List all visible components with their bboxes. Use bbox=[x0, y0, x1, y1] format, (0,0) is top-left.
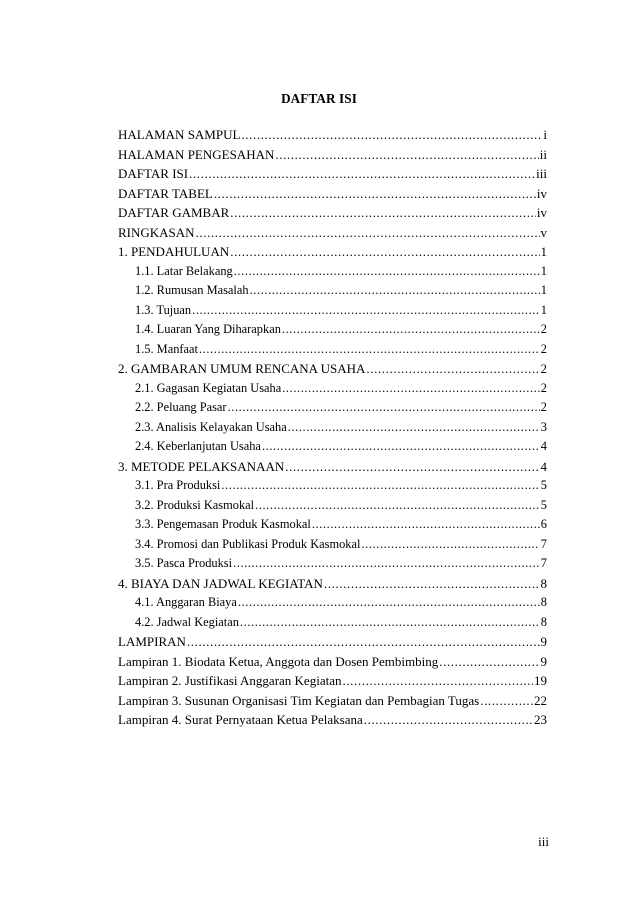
toc-entry-page: 7 bbox=[540, 556, 547, 570]
toc-dot-leader bbox=[238, 593, 540, 613]
toc-entry-page: 7 bbox=[540, 536, 547, 551]
toc-entry-label: DAFTAR ISI bbox=[118, 166, 189, 181]
toc-dot-leader bbox=[228, 398, 540, 418]
toc-entry-page: 9 bbox=[540, 634, 547, 649]
toc-dot-leader bbox=[480, 691, 533, 711]
toc-entry[interactable] bbox=[118, 652, 547, 672]
toc-entry[interactable] bbox=[118, 398, 547, 418]
toc-entry[interactable] bbox=[118, 613, 547, 633]
page-number: iii bbox=[538, 834, 549, 849]
toc-entry-page: iv bbox=[536, 205, 547, 220]
toc-entry-page: ii bbox=[539, 146, 547, 162]
toc-entry-page: 2 bbox=[540, 380, 547, 395]
toc-dot-leader bbox=[199, 340, 540, 360]
toc-entry[interactable] bbox=[118, 281, 547, 301]
toc-entry-page: 19 bbox=[534, 673, 547, 688]
toc-entry-label: 2.4. Keberlanjutan Usaha bbox=[135, 439, 261, 453]
toc-entry[interactable] bbox=[118, 340, 547, 360]
toc-entry[interactable] bbox=[118, 476, 547, 496]
toc-entry-label: 1.2. Rumusan Masalah bbox=[135, 283, 249, 297]
toc-dot-leader bbox=[189, 164, 535, 184]
toc-dot-leader bbox=[285, 457, 539, 477]
toc-entry-page: 8 bbox=[540, 595, 547, 609]
toc-dot-leader bbox=[192, 301, 540, 321]
toc-dot-leader bbox=[230, 203, 536, 223]
toc-entry-page: v bbox=[540, 224, 547, 240]
toc-entry[interactable] bbox=[118, 593, 547, 613]
toc-entry[interactable] bbox=[118, 262, 547, 282]
toc-entry-page: 22 bbox=[534, 692, 547, 708]
toc-entry[interactable] bbox=[118, 164, 547, 184]
toc-dot-leader bbox=[364, 710, 533, 730]
toc-entry-page: 4 bbox=[540, 439, 547, 453]
toc-entry-page: 8 bbox=[540, 614, 547, 629]
toc-entry-label: 4.1. Anggaran Biaya bbox=[135, 595, 237, 609]
toc-dot-leader bbox=[282, 379, 540, 399]
toc-entry-label: 1.5. Manfaat bbox=[135, 341, 198, 356]
toc-entry-page: 9 bbox=[540, 653, 547, 669]
toc-entry-page: 1 bbox=[540, 283, 547, 297]
toc-entry[interactable] bbox=[118, 125, 547, 145]
toc-entry[interactable] bbox=[118, 554, 547, 574]
toc-entry-page: 2 bbox=[540, 341, 547, 356]
toc-entry[interactable] bbox=[118, 145, 547, 165]
toc-entry[interactable] bbox=[118, 301, 547, 321]
toc-entry-page: 4 bbox=[540, 458, 547, 474]
toc-entry-label: Lampiran 4. Surat Pernyataan Ketua Pelaksana bbox=[118, 712, 363, 727]
toc-entry[interactable] bbox=[118, 359, 547, 379]
toc-dot-leader bbox=[250, 281, 540, 301]
toc-dot-leader bbox=[342, 671, 533, 691]
toc-entry-label: DAFTAR GAMBAR bbox=[118, 205, 230, 220]
toc-entry-label: 2. GAMBARAN UMUM RENCANA USAHA bbox=[118, 361, 366, 376]
toc-entry-label: 1.1. Latar Belakang bbox=[135, 263, 233, 278]
toc-dot-leader bbox=[361, 535, 539, 555]
toc-entry-label: HALAMAN SAMPUL bbox=[118, 127, 241, 142]
toc-entry-page: 23 bbox=[534, 712, 547, 727]
toc-entry[interactable] bbox=[118, 379, 547, 399]
toc-entry[interactable] bbox=[118, 457, 547, 477]
toc-dot-leader bbox=[234, 262, 540, 282]
toc-entry-label: 1.4. Luaran Yang Diharapkan bbox=[135, 322, 281, 336]
toc-entry-label: 3.4. Promosi dan Publikasi Produk Kasmokal bbox=[135, 536, 361, 551]
toc-entry[interactable] bbox=[118, 496, 547, 516]
toc-entry-page: 5 bbox=[540, 478, 547, 492]
toc-entry[interactable] bbox=[118, 632, 547, 652]
toc-dot-leader bbox=[214, 184, 536, 204]
toc-entry[interactable] bbox=[118, 671, 547, 691]
table-of-contents bbox=[118, 125, 547, 730]
toc-dot-leader bbox=[312, 515, 540, 535]
toc-dot-leader bbox=[221, 476, 539, 496]
toc-entry-label: Lampiran 2. Justifikasi Anggaran Kegiatan bbox=[118, 673, 342, 688]
toc-entry[interactable] bbox=[118, 320, 547, 340]
toc-entry[interactable] bbox=[118, 691, 547, 711]
toc-entry-page: 1 bbox=[540, 244, 547, 259]
toc-entry-label: 3.1. Pra Produksi bbox=[135, 478, 221, 492]
toc-dot-leader bbox=[282, 320, 540, 340]
toc-dot-leader bbox=[275, 145, 538, 165]
toc-dot-leader bbox=[241, 125, 542, 145]
toc-dot-leader bbox=[240, 613, 540, 633]
toc-entry[interactable] bbox=[118, 515, 547, 535]
toc-entry-label: 2.3. Analisis Kelayakan Usaha bbox=[135, 419, 287, 434]
toc-entry[interactable] bbox=[118, 418, 547, 438]
toc-dot-leader bbox=[439, 652, 539, 672]
toc-dot-leader bbox=[366, 359, 539, 379]
toc-entry-page: i bbox=[543, 127, 547, 142]
toc-dot-leader bbox=[262, 437, 540, 457]
toc-dot-leader bbox=[233, 554, 540, 574]
toc-entry-label: 3. METODE PELAKSANAAN bbox=[118, 458, 285, 474]
toc-entry-label: Lampiran 1. Biodata Ketua, Anggota dan Dosen Pembimbing bbox=[118, 653, 439, 669]
toc-entry-page: 6 bbox=[540, 517, 547, 531]
toc-entry-label: 4. BIAYA DAN JADWAL KEGIATAN bbox=[118, 575, 323, 591]
toc-entry-label: 3.5. Pasca Produksi bbox=[135, 556, 233, 570]
toc-entry-label: RINGKASAN bbox=[118, 224, 195, 240]
toc-dot-leader bbox=[324, 574, 540, 594]
page-title: DAFTAR ISI bbox=[281, 91, 357, 106]
toc-entry-page: 8 bbox=[540, 575, 547, 591]
toc-dot-leader bbox=[196, 223, 540, 243]
toc-entry[interactable] bbox=[118, 223, 547, 243]
toc-entry-label: 4.2. Jadwal Kegiatan bbox=[135, 614, 239, 629]
toc-entry-label: 3.3. Pengemasan Produk Kasmokal bbox=[135, 517, 311, 531]
toc-entry[interactable] bbox=[118, 437, 547, 457]
toc-entry[interactable] bbox=[118, 535, 547, 555]
toc-entry-label: DAFTAR TABEL bbox=[118, 185, 213, 201]
toc-entry-page: 5 bbox=[540, 497, 547, 512]
toc-entry[interactable] bbox=[118, 574, 547, 594]
toc-dot-leader bbox=[230, 242, 539, 262]
toc-entry-page: 1 bbox=[540, 263, 547, 278]
toc-entry[interactable] bbox=[118, 242, 547, 262]
toc-entry-page: 1 bbox=[540, 302, 547, 317]
toc-entry-page: 3 bbox=[540, 419, 547, 434]
toc-dot-leader bbox=[187, 632, 540, 652]
toc-entry-label: Lampiran 3. Susunan Organisasi Tim Kegiatan dan Pembagian Tugas bbox=[118, 692, 480, 708]
toc-entry[interactable] bbox=[118, 184, 547, 204]
toc-entry-label: 2.2. Peluang Pasar bbox=[135, 400, 227, 414]
toc-dot-leader bbox=[288, 418, 540, 438]
toc-entry-label: 1.3. Tujuan bbox=[135, 302, 192, 317]
toc-entry-label: LAMPIRAN bbox=[118, 634, 186, 649]
toc-entry-label: 1. PENDAHULUAN bbox=[118, 244, 230, 259]
toc-entry[interactable] bbox=[118, 710, 547, 730]
toc-entry-label: 2.1. Gagasan Kegiatan Usaha bbox=[135, 380, 282, 395]
toc-entry-page: 2 bbox=[540, 400, 547, 414]
toc-entry-page: 2 bbox=[540, 322, 547, 336]
toc-entry[interactable] bbox=[118, 203, 547, 223]
toc-entry-page: iii bbox=[536, 166, 547, 181]
toc-entry-page: iv bbox=[536, 185, 547, 201]
toc-entry-page: 2 bbox=[540, 361, 547, 376]
toc-entry-label: 3.2. Produksi Kasmokal bbox=[135, 497, 255, 512]
toc-dot-leader bbox=[255, 496, 540, 516]
toc-entry-label: HALAMAN PENGESAHAN bbox=[118, 146, 275, 162]
